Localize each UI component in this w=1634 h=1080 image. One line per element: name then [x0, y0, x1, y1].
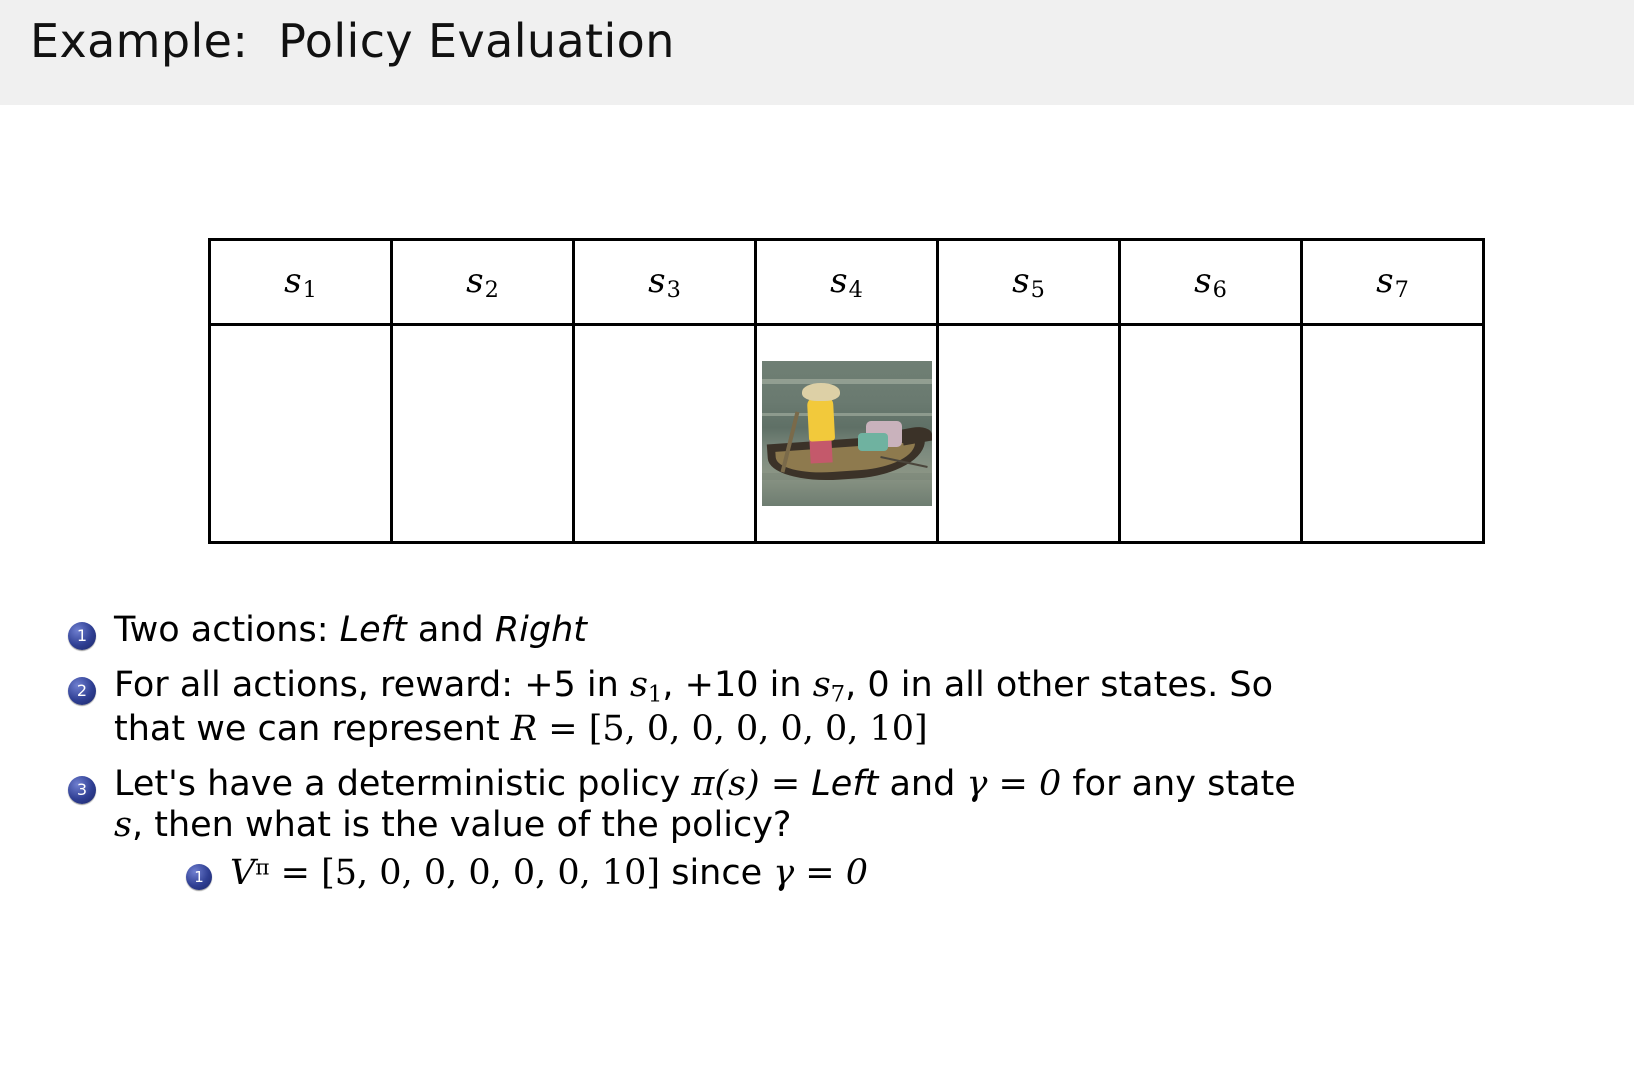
- reward-line-c: , 0 in all other states. So: [845, 665, 1273, 706]
- bullet-part-italic: Left: [339, 610, 407, 650]
- state-cell-s2: [392, 240, 574, 325]
- sub-bullet-list: [186, 853, 1588, 894]
- state-content-row: [210, 325, 1484, 543]
- reward-vector: [5, 0, 0, 0, 0, 0, 10]: [588, 708, 928, 749]
- page-title: Example: Policy Evaluation: [30, 14, 675, 68]
- bullet-text: [114, 665, 1588, 750]
- reward-line2-a: that we can represent: [114, 708, 511, 749]
- state-label-base: s: [466, 260, 484, 301]
- bullet-part: and: [406, 610, 495, 650]
- equals-sign: =: [537, 708, 589, 749]
- state-label-sub: 6: [1212, 277, 1227, 304]
- state-grid: [208, 238, 1485, 544]
- policy-line-c: for any state: [1061, 764, 1296, 805]
- bullet-list: [68, 610, 1588, 922]
- state-box-s5: [938, 325, 1120, 543]
- value-vector: [5, 0, 0, 0, 0, 0, 10]: [321, 852, 661, 893]
- state-box-s6: [1120, 325, 1302, 543]
- state-box-s3: [574, 325, 756, 543]
- state-label-base: s: [1012, 260, 1030, 301]
- gamma-value: γ = 0: [773, 852, 869, 893]
- state-label-base: s: [284, 260, 302, 301]
- state-box-s2: [392, 325, 574, 543]
- state-variable: s: [114, 805, 132, 846]
- policy-line2-rest: , then what is the value of the policy?: [131, 805, 792, 846]
- gamma-value: γ = 0: [966, 764, 1062, 805]
- state-label-base: s: [830, 260, 848, 301]
- list-item: [68, 764, 1588, 908]
- state-label-sub: 4: [848, 277, 863, 304]
- bullet-marker: 1: [186, 864, 212, 890]
- state-label-sub: 5: [1030, 277, 1045, 304]
- bullet-text: [114, 610, 1588, 651]
- state-label-sub: 7: [1394, 277, 1409, 304]
- state-cell-s1: [210, 240, 392, 325]
- list-item: [68, 610, 1588, 651]
- since-text: since: [660, 852, 774, 893]
- state-box-s7: [1302, 325, 1484, 543]
- list-item: [186, 853, 1588, 894]
- value-function-symbol: V: [230, 852, 256, 893]
- state-cell-s7: [1302, 240, 1484, 325]
- bullet-text: [230, 853, 1588, 894]
- bullet-marker: 3: [68, 776, 96, 804]
- equals-sign: =: [759, 764, 812, 805]
- state-label-base: s: [1376, 260, 1394, 301]
- state-label-sub: 1: [302, 277, 317, 304]
- state-box-s4: [756, 325, 938, 543]
- state-ref-sub: 7: [830, 681, 846, 708]
- state-ref-base: s: [629, 665, 648, 706]
- state-ref-sub: 1: [647, 681, 663, 708]
- reward-line-b: , +10 in: [662, 665, 813, 706]
- bullet-part-italic: Right: [494, 610, 587, 650]
- policy-symbol: π(s): [691, 764, 760, 805]
- policy-line-a: Let's have a deterministic policy: [114, 764, 692, 805]
- boat-icon: [762, 361, 932, 506]
- state-ref-base: s: [812, 665, 831, 706]
- state-cell-s4: [756, 240, 938, 325]
- equals-sign: =: [269, 852, 322, 893]
- policy-line-b: and: [878, 764, 967, 805]
- state-cell-s3: [574, 240, 756, 325]
- list-item: [68, 665, 1588, 750]
- bullet-part: Two actions:: [114, 610, 340, 650]
- state-cell-s6: [1120, 240, 1302, 325]
- state-label-row: [210, 240, 1484, 325]
- policy-action-left: Left: [811, 764, 879, 805]
- bullet-text: [114, 764, 1588, 908]
- slide-title-bar: [0, 0, 1634, 105]
- state-label-base: s: [1194, 260, 1212, 301]
- reward-symbol-R: R: [510, 708, 538, 749]
- state-cell-s5: [938, 240, 1120, 325]
- value-function-superscript: π: [255, 854, 270, 880]
- state-label-base: s: [648, 260, 666, 301]
- bullet-marker: 1: [68, 622, 96, 650]
- bullet-marker: 2: [68, 677, 96, 705]
- state-label-sub: 2: [484, 277, 499, 304]
- state-label-sub: 3: [666, 277, 681, 304]
- state-box-s1: [210, 325, 392, 543]
- reward-line-a: For all actions, reward: +5 in: [114, 665, 630, 706]
